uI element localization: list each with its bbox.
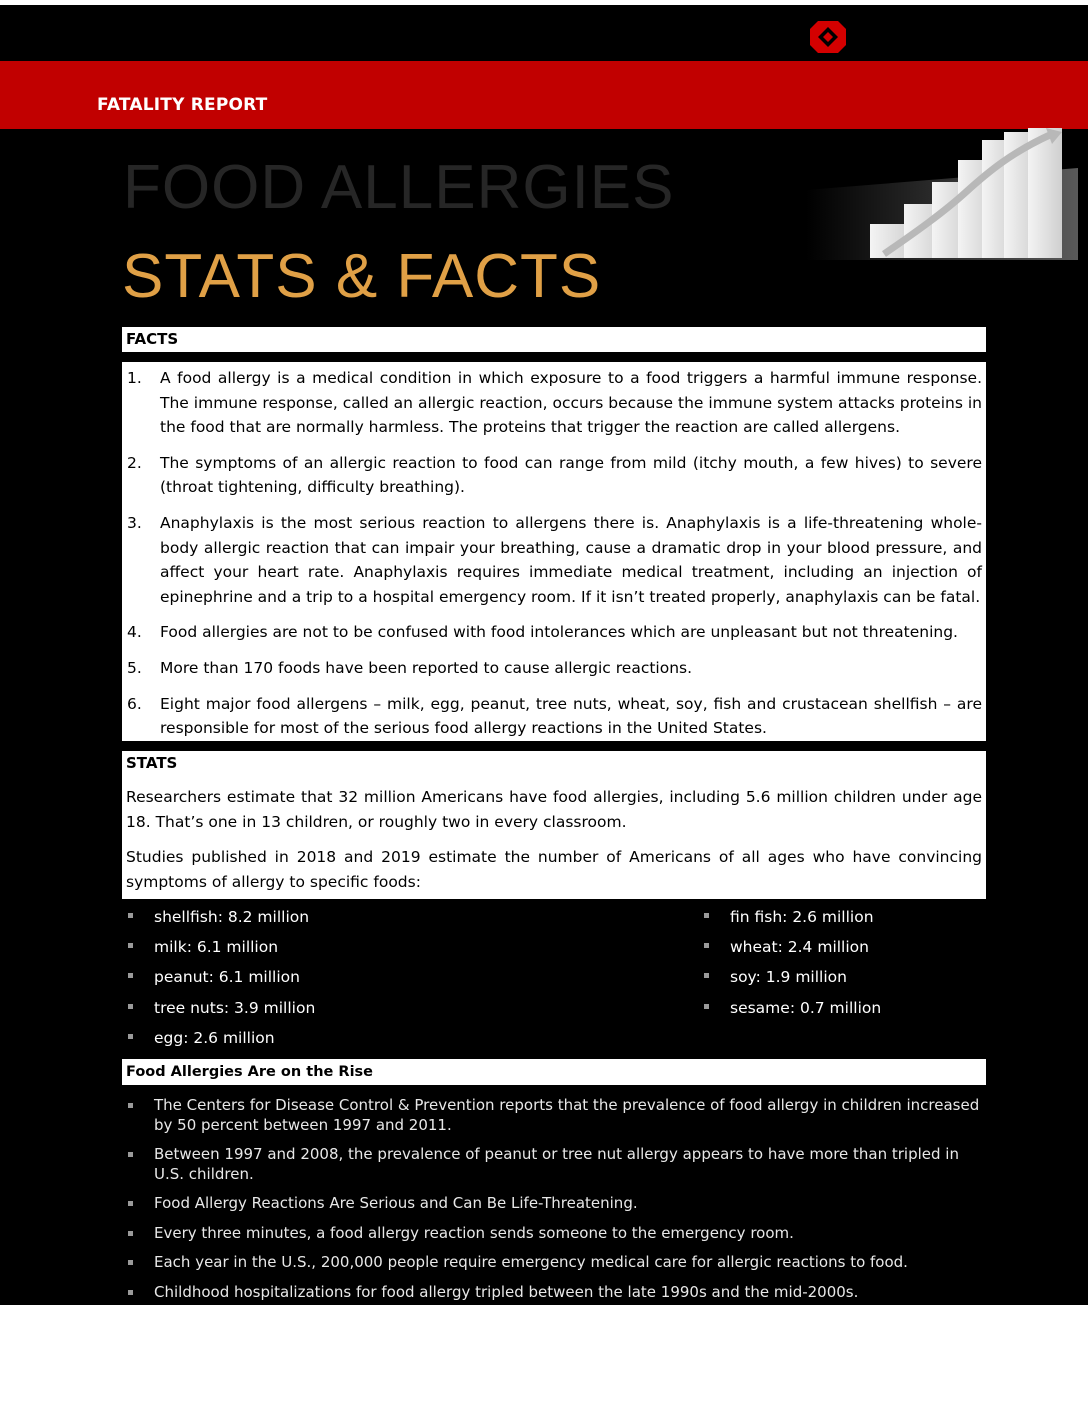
allergy-stats-column-a [122, 904, 682, 1055]
bullet-icon [128, 943, 133, 948]
bullet-icon [128, 1231, 133, 1236]
bullet-icon [128, 913, 133, 918]
brand-logo-icon [809, 20, 847, 54]
list-item: The Centers for Disease Control & Prevention reports that the prevalence of food allergy in children increased by 50 percent between 1997 and 2011. [122, 1096, 982, 1135]
list-item: sesame: 0.7 million [698, 995, 978, 1025]
fact-text: The symptoms of an allergic reaction to food can range from mild (itchy mouth, a few hives) to severe (throat tightening, difficulty breathing). [160, 453, 982, 497]
bullet-icon [128, 1103, 133, 1108]
list-item: shellfish: 8.2 million [122, 904, 682, 934]
fact-item [122, 692, 982, 741]
stats-paragraph: Studies published in 2018 and 2019 estimate the number of Americans of all ages who have convincing symptoms of allergy to specific foods: [126, 848, 982, 891]
bullet-icon [704, 943, 709, 948]
bullet-icon [704, 1004, 709, 1009]
stats-heading: STATS [126, 754, 178, 772]
list-item: peanut: 6.1 million [122, 964, 682, 994]
fact-text: Eight major food allergens – milk, egg, peanut, tree nuts, wheat, soy, fish and crustacean shellfish – are responsible for most of the serious food allergy reactions in the United States. [160, 694, 982, 738]
fact-text: A food allergy is a medical condition in which exposure to a food triggers a harmful immune response. The immune response, called an allergic reaction, occurs because the immune system attacks proteins in the food that are normally harmless. The proteins that trigger the reaction are called allergens. [160, 369, 982, 437]
stats-paragraph: Researchers estimate that 32 million Americans have food allergies, including 5.6 million children under age 18. That’s one in 13 children, or roughly two in every classroom. [126, 788, 982, 831]
rise-list [122, 1096, 982, 1312]
allergy-stats-column-b [698, 904, 978, 1025]
report-label: FATALITY REPORT [97, 95, 268, 115]
fact-number: 5. [127, 658, 142, 677]
stats-box [122, 751, 986, 899]
list-item: Each year in the U.S., 200,000 people require emergency medical care for allergic reactions to food. [122, 1253, 982, 1273]
bullet-icon [128, 1290, 133, 1295]
list-item: wheat: 2.4 million [698, 934, 978, 964]
facts-heading: FACTS [122, 327, 986, 352]
rise-heading: Food Allergies Are on the Rise [122, 1059, 986, 1085]
list-item: fin fish: 2.6 million [698, 904, 978, 934]
fact-number: 2. [127, 453, 142, 472]
fact-number: 1. [127, 369, 142, 387]
list-item: Between 1997 and 2008, the prevalence of peanut or tree nut allergy appears to have more than tripled in U.S. children. [122, 1145, 982, 1184]
fact-item [122, 656, 982, 681]
fact-item [122, 451, 982, 500]
fact-text: More than 170 foods have been reported to cause allergic reactions. [160, 658, 693, 677]
list-item: milk: 6.1 million [122, 934, 682, 964]
fact-text: Anaphylaxis is the most serious reaction to allergens there is. Anaphylaxis is a life-threatening whole-body allergic reaction that can impair your breathing, cause a dramatic drop in your blood pressure, and affect your heart rate. Anaphylaxis requires immediate medical treatment, including an injection of epinephrine and a trip to a hospital emergency room. If it isn’t treated properly, anaphylaxis can be fatal. [160, 513, 982, 606]
bullet-icon [128, 1201, 133, 1206]
list-item: soy: 1.9 million [698, 964, 978, 994]
bullet-icon [128, 1034, 133, 1039]
list-item: Every three minutes, a food allergy reaction sends someone to the emergency room. [122, 1224, 982, 1244]
bullet-icon [128, 1260, 133, 1265]
bullet-icon [128, 1004, 133, 1009]
page-subtitle: STATS & FACTS [122, 242, 602, 311]
fact-number: 3. [127, 513, 142, 532]
fact-item [122, 511, 982, 609]
list-item: tree nuts: 3.9 million [122, 995, 682, 1025]
facts-list [122, 362, 986, 741]
list-item: egg: 2.6 million [122, 1025, 682, 1055]
list-item: Childhood hospitalizations for food allergy tripled between the late 1990s and the mid-2000s. [122, 1283, 982, 1303]
bullet-icon [704, 913, 709, 918]
fact-text: Food allergies are not to be confused with food intolerances which are unpleasant but not threatening. [160, 623, 958, 642]
facts-box [122, 362, 986, 741]
fact-item [122, 620, 982, 645]
fact-number: 4. [127, 623, 142, 642]
fact-item [122, 366, 982, 440]
bullet-icon [704, 973, 709, 978]
page-title: FOOD ALLERGIES [123, 153, 675, 222]
bullet-icon [128, 973, 133, 978]
bar-chart-illustration-icon [806, 128, 1078, 260]
bullet-icon [128, 1152, 133, 1157]
list-item: Food Allergy Reactions Are Serious and Can Be Life-Threatening. [122, 1194, 982, 1214]
fact-number: 6. [127, 694, 142, 713]
